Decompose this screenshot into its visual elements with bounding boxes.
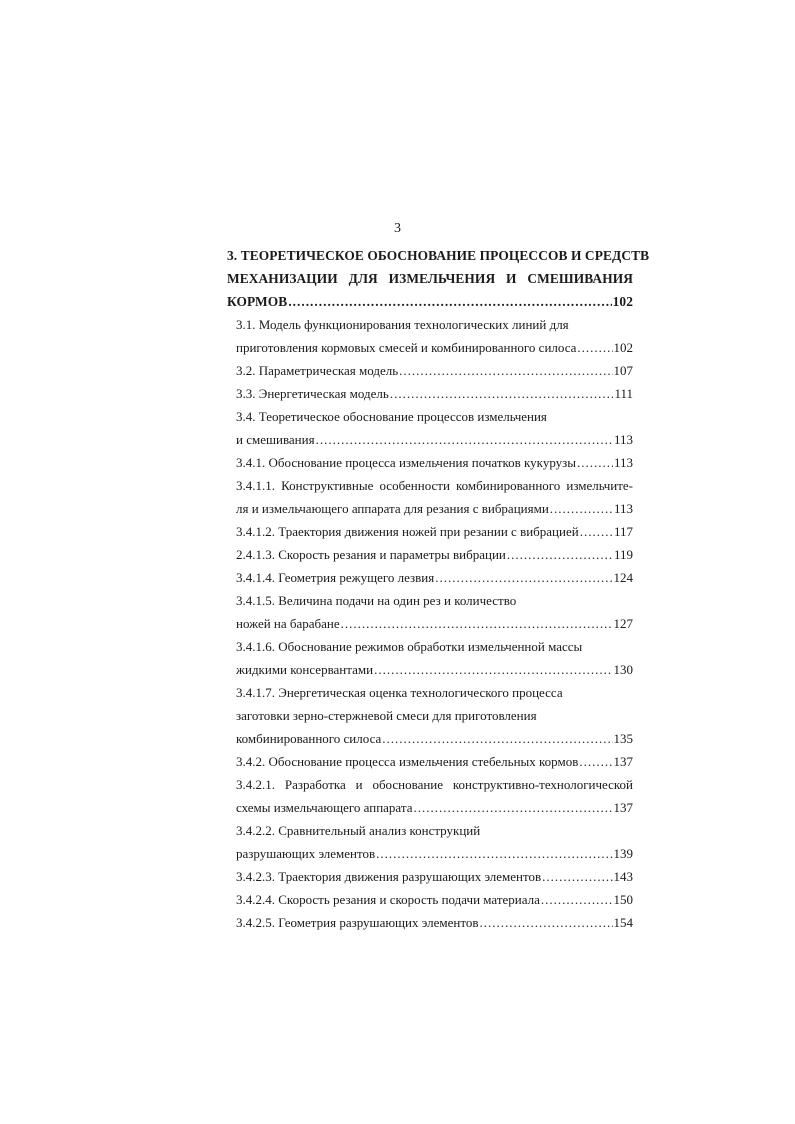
toc-entry-3-4-2 (227, 750, 633, 773)
toc-entry-page: 154 (613, 915, 633, 930)
toc-entry-3-4-2-5 (227, 911, 633, 934)
toc-entry-3-4-2-3 (227, 865, 633, 888)
toc-entry-page: 111 (614, 386, 633, 401)
dot-leader (435, 566, 612, 589)
toc-entry-3-4-1-1 (227, 497, 633, 520)
toc-entry-page: 135 (613, 731, 633, 746)
toc-entry-text: 3.4.2.5. Геометрия разрушающих элементов (236, 915, 479, 930)
toc-entry-page: 137 (613, 754, 633, 769)
toc-entry-page: 124 (613, 570, 633, 585)
toc-entry-page: 137 (613, 800, 633, 815)
toc-entry-page: 113 (613, 432, 633, 447)
chapter-title-end: КОРМОВ (227, 294, 288, 309)
toc-entry-3-1-lead: 3.1. Модель функционирования технологических линий для (236, 317, 569, 332)
toc-entry-page: 102 (613, 340, 633, 355)
dot-leader (579, 750, 612, 773)
toc-entry-3-4-2-2-lead: 3.4.2.2. Сравнительный анализ конструкций (236, 823, 481, 838)
toc-entry-3-4-1-7-lead: 3.4.1.7. Энергетическая оценка технологического процесса (236, 685, 563, 700)
dot-leader (479, 911, 612, 934)
dot-leader (580, 520, 613, 543)
toc-entry-page: 117 (613, 524, 633, 539)
table-of-contents (227, 244, 650, 934)
toc-entry-text: 3.4.1. Обоснование процесса измельчения початков кукурузы (236, 455, 577, 470)
toc-entry-text: разрушающих элементов (236, 846, 376, 861)
toc-entry-2-4-1-3 (227, 543, 633, 566)
toc-entry-3-4-1 (227, 451, 633, 474)
toc-entry-text: 3.4.2.3. Траектория движения разрушающих элементов (236, 869, 542, 884)
toc-entry-text: ножей на барабане (236, 616, 340, 631)
toc-entry-3-4-lead: 3.4. Теоретическое обоснование процессов измельчения (236, 409, 547, 424)
toc-entry-3-4 (227, 428, 633, 451)
toc-entry-text: жидкими консервантами (236, 662, 374, 677)
toc-entry-text: 2.4.1.3. Скорость резания и параметры вибрации (236, 547, 506, 562)
dot-leader (413, 796, 612, 819)
toc-entry-text: 3.4.1.4. Геометрия режущего лезвия (236, 570, 435, 585)
chapter-title-line-3 (227, 290, 633, 313)
toc-entry-text: комбинированного силоса (236, 731, 382, 746)
toc-entry-3-4-1-7-lead2: заготовки зерно-стержневой смеси для приготовления (236, 708, 537, 723)
dot-leader (541, 888, 613, 911)
chapter-page: 102 (612, 294, 633, 309)
toc-entry-3-4-1-2 (227, 520, 633, 543)
dot-leader (577, 336, 612, 359)
dot-leader (316, 428, 613, 451)
toc-entry-page: 127 (613, 616, 633, 631)
page-number: 3 (394, 221, 401, 236)
toc-entry-text: ля и измельчающего аппарата для резания с вибрациями (236, 501, 549, 516)
dot-leader (542, 865, 612, 888)
toc-entry-text: приготовления кормовых смесей и комбинированного силоса (236, 340, 577, 355)
toc-entry-3-2 (227, 359, 633, 382)
dot-leader (390, 382, 614, 405)
dot-leader (399, 359, 612, 382)
toc-entry-text: 3.3. Энергетическая модель (236, 386, 389, 401)
toc-entry-3-4-1-4 (227, 566, 633, 589)
toc-entry-3-4-2-2 (227, 842, 633, 865)
toc-entry-3-4-1-6 (227, 658, 633, 681)
toc-entry-3-4-1-5-lead: 3.4.1.5. Величина подачи на один рез и количество (236, 593, 517, 608)
toc-entry-text: 3.4.1.2. Траектория движения ножей при резании с вибрацией (236, 524, 579, 539)
dot-leader (382, 727, 612, 750)
dot-leader (288, 290, 611, 313)
toc-entry-page: 113 (613, 501, 633, 516)
toc-entry-text: схемы измельчающего аппарата (236, 800, 413, 815)
toc-entry-page: 143 (613, 869, 633, 884)
toc-entry-3-4-1-6-lead: 3.4.1.6. Обоснование режимов обработки измельченной массы (236, 639, 583, 654)
chapter-title-line-1: 3. ТЕОРЕТИЧЕСКОЕ ОБОСНОВАНИЕ ПРОЦЕССОВ И СРЕДСТВ (227, 248, 650, 263)
toc-entry-3-1 (227, 336, 633, 359)
dot-leader (577, 451, 613, 474)
toc-entry-page: 119 (613, 547, 633, 562)
toc-entry-3-3 (227, 382, 633, 405)
toc-entry-3-4-2-4 (227, 888, 633, 911)
toc-entry-3-4-1-5 (227, 612, 633, 635)
toc-entry-text: и смешивания (236, 432, 315, 447)
dot-leader (341, 612, 613, 635)
toc-entry-3-4-2-1 (227, 796, 633, 819)
toc-entry-text: 3.4.2.4. Скорость резания и скорость подачи материала (236, 892, 540, 907)
toc-chapter-3 (227, 244, 650, 313)
dot-leader (507, 543, 613, 566)
toc-entry-3-4-1-1-lead: 3.4.1.1. Конструктивные особенности комбинированного измельчите- (236, 478, 633, 493)
toc-entry-page: 139 (613, 846, 633, 861)
toc-entry-page: 130 (613, 662, 633, 677)
chapter-title-line-2: МЕХАНИЗАЦИИ ДЛЯ ИЗМЕЛЬЧЕНИЯ И СМЕШИВАНИЯ (227, 271, 633, 286)
toc-entry-text: 3.2. Параметрическая модель (236, 363, 399, 378)
toc-entry-3-4-2-1-lead: 3.4.2.1. Разработка и обоснование конструктивно-технологической (236, 777, 633, 792)
dot-leader (376, 842, 612, 865)
dot-leader (550, 497, 613, 520)
toc-entry-3-4-1-7 (227, 727, 633, 750)
toc-entry-text: 3.4.2. Обоснование процесса измельчения стебельных кормов (236, 754, 579, 769)
toc-entry-page: 107 (613, 363, 633, 378)
toc-entry-page: 113 (613, 455, 633, 470)
toc-entry-page: 150 (613, 892, 633, 907)
dot-leader (374, 658, 612, 681)
